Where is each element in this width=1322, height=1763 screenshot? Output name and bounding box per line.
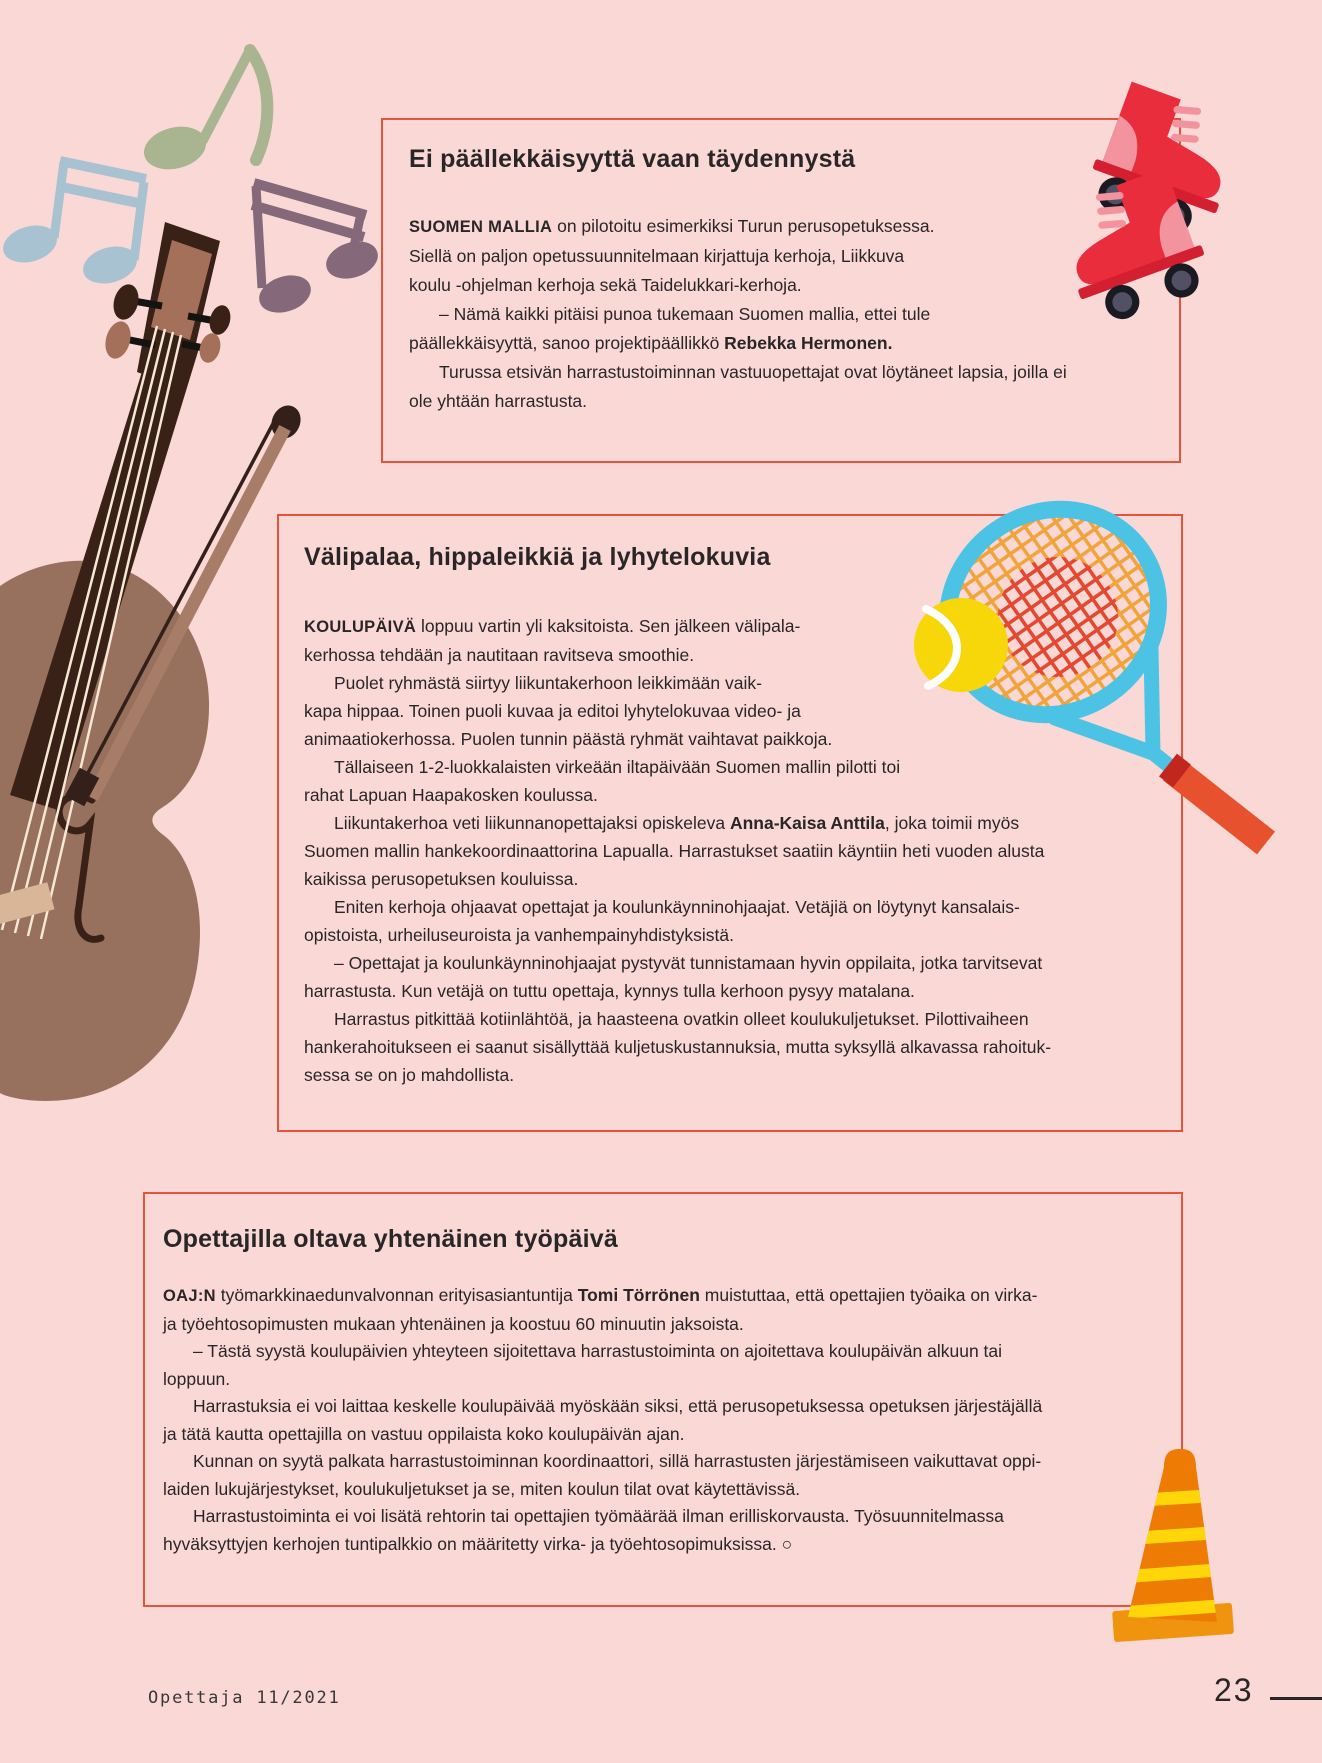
text-line: Eniten kerhoja ohjaavat opettajat ja koulunkäynninohjaajat. Vetäjiä on löytynyt kansalais- bbox=[334, 897, 1020, 917]
article-title: Ei päällekkäisyyttä vaan täydennystä bbox=[409, 145, 856, 173]
article-body bbox=[163, 1282, 1165, 1558]
text-line: – Opettajat ja koulunkäynninohjaajat pystyvät tunnistamaan hyvin oppilaita, jotka tarvitsevat bbox=[334, 953, 1043, 973]
text-line: Harrastustoiminta ei voi lisätä rehtorin tai opettajien työmäärää ilman erilliskorvausta. Työsuunnitelmassa bbox=[193, 1506, 1004, 1526]
text-line: Puolet ryhmästä siirtyy liikuntakerhoon leikkimään vaik- bbox=[334, 673, 762, 693]
text-line: koulu -ohjelman kerhoja sekä Taidelukkari-kerhoja. bbox=[409, 275, 802, 295]
text-line: hankerahoitukseen ei saanut sisällyttää kuljetuskustannuksia, mutta syksyllä alkavassa rahoituk- bbox=[304, 1037, 1052, 1057]
text-line: Siellä on paljon opetussuunnitelmaan kirjattuja kerhoja, Liikkuva bbox=[409, 246, 905, 266]
article-title: Välipalaa, hippaleikkiä ja lyhytelokuvia bbox=[304, 543, 771, 571]
text-line: – Nämä kaikki pitäisi punoa tukemaan Suomen mallia, ettei tule bbox=[439, 304, 931, 324]
racket-handle-band bbox=[1168, 765, 1182, 776]
text-line: ole yhtään harrastusta. bbox=[409, 391, 588, 411]
article-box-opettajilla bbox=[143, 1192, 1183, 1607]
text-line: sessa se on jo mahdollista. bbox=[304, 1065, 515, 1085]
text-line: loppuun. bbox=[163, 1368, 231, 1389]
text-line: laiden lukujärjestykset, koulukuljetukset ja se, miten koulun tilat ovat käytettävissä. bbox=[163, 1478, 801, 1499]
music-note-green-icon bbox=[140, 50, 267, 175]
text-line: Harrastuksia ei voi laittaa keskelle koulupäivää myöskään siksi, että perusopetuksessa opetuksen järjestäjällä bbox=[193, 1396, 1043, 1416]
text-line: opistoista, urheiluseuroista ja vanhempainyhdistyksistä. bbox=[304, 925, 734, 945]
text-line: hyväksyttyjen kerhojen tuntipalkkio on määritetty virka- ja työehtosopimuksissa. ○ bbox=[163, 1533, 793, 1554]
tennis-racket-illustration bbox=[820, 455, 1322, 885]
text-line: Kunnan on syytä palkata harrastustoiminnan koordinaattori, sillä harrastusten järjestämiseen vaikuttavat oppi- bbox=[193, 1451, 1042, 1471]
text-line: päällekkäisyyttä, sanoo projektipäällikkö Rebekka Hermonen. bbox=[409, 333, 893, 353]
roller-skates-illustration bbox=[980, 55, 1322, 325]
text-line: Harrastus pitkittää kotiinlähtöä, ja haasteena ovatkin olleet koulukuljetukset. Pilottivaiheen bbox=[334, 1009, 1029, 1029]
text-line: Suomen mallin hankekoordinaattorina Lapualla. Harrastukset saatiin käyntiin heti vuoden alusta bbox=[304, 841, 1045, 861]
tennis-ball-icon bbox=[914, 598, 1008, 692]
magazine-issue-label: Opettaja 11/2021 bbox=[148, 1688, 341, 1708]
cello-illustration bbox=[0, 190, 320, 1120]
racket-handle bbox=[1172, 769, 1266, 843]
page-number-rule bbox=[1270, 1697, 1322, 1700]
text-line: KOULUPÄIVÄ loppuu vartin yli kaksitoista. Sen jälkeen välipala- bbox=[304, 616, 801, 636]
article-title: Opettajilla oltava yhtenäinen työpäivä bbox=[163, 1225, 618, 1253]
text-line: rahat Lapuan Haapakosken koulussa. bbox=[304, 785, 598, 805]
text-line: OAJ:N työmarkkinaedunvalvonnan erityisasiantuntija Tomi Törrönen muistuttaa, että opettajien työaika on virka- bbox=[163, 1285, 1038, 1305]
text-line: harrastusta. Kun vetäjä on tuttu opettaja, kynnys tulla kerhoon pysyy matalana. bbox=[304, 981, 915, 1001]
text-line: ja työehtosopimusten mukaan yhtenäinen ja koostuu 60 minuutin jaksoista. bbox=[163, 1313, 744, 1334]
text-line: ja tätä kautta opettajilla on vastuu oppilaista koko koulupäivän ajan. bbox=[163, 1423, 685, 1444]
text-line: SUOMEN MALLIA on pilotoitu esimerkiksi Turun perusopetuksessa. bbox=[409, 216, 935, 236]
text-line: kapa hippaa. Toinen puoli kuvaa ja editoi lyhytelokuvaa video- ja bbox=[304, 701, 801, 721]
text-line: kerhossa tehdään ja nautitaan ravitseva smoothie. bbox=[304, 645, 695, 665]
text-line: animaatiokerhossa. Puolen tunnin päästä ryhmät vaihtavat paikkoja. bbox=[304, 729, 833, 749]
text-line: kaikissa perusopetuksen kouluissa. bbox=[304, 869, 579, 889]
traffic-cone-illustration bbox=[1080, 1445, 1270, 1650]
page-number: 23 bbox=[1214, 1672, 1254, 1708]
text-line: Turussa etsivän harrastustoiminnan vastuuopettajat ovat löytäneet lapsia, joilla ei bbox=[439, 362, 1067, 382]
text-line: Tällaiseen 1-2-luokkalaisten virkeään iltapäivään Suomen mallin pilotti toi bbox=[334, 757, 901, 777]
text-line: Liikuntakerhoa veti liikunnanopettajaksi opiskeleva Anna-Kaisa Anttila, joka toimii myös bbox=[334, 813, 1020, 833]
text-line: – Tästä syystä koulupäivien yhteyteen sijoitettava harrastustoiminta on ajoitettava koulupäivän alkuun tai bbox=[193, 1341, 1003, 1361]
